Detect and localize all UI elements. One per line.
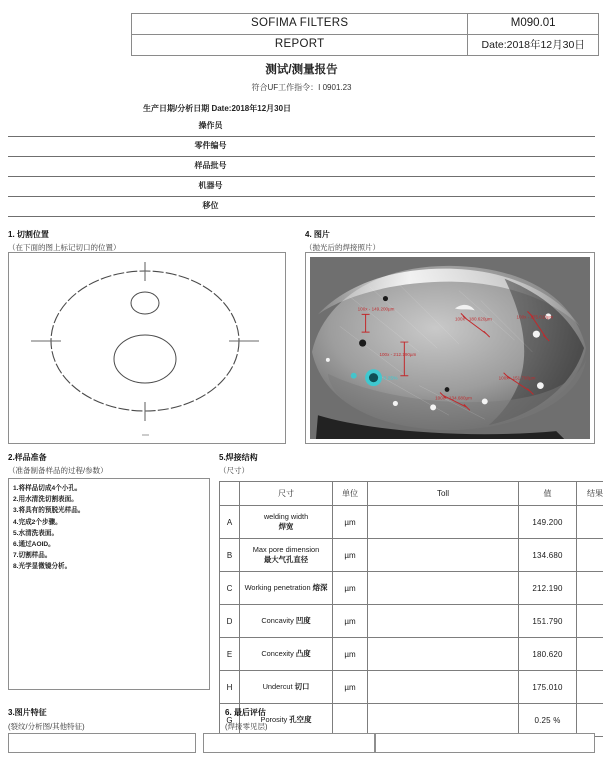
- field-row-operator[interactable]: [8, 117, 595, 137]
- dimension-cn: 最大气孔直径: [263, 555, 309, 564]
- field-label: 移位: [202, 201, 219, 210]
- dimension-en: Max pore dimension: [252, 545, 320, 554]
- dimension-cn: 凸度: [295, 649, 311, 658]
- row-toll[interactable]: [368, 671, 519, 704]
- table-row[interactable]: [220, 638, 603, 671]
- filter-outline-drawing: [9, 253, 285, 443]
- table-row[interactable]: [220, 539, 603, 572]
- document-header: [131, 13, 599, 56]
- sample-preparation-box[interactable]: [8, 478, 210, 690]
- report-label: REPORT: [132, 35, 468, 56]
- dimension-cn: 凹度: [295, 616, 311, 625]
- row-key: A: [220, 506, 240, 539]
- dimension-en: Working penetration: [244, 583, 311, 592]
- section-5-heading: 5.焊接结构: [219, 453, 258, 462]
- row-dimension: [240, 539, 333, 572]
- row-key: B: [220, 539, 240, 572]
- section-2-subtitle: （准备制备样品的过程/参数）: [8, 466, 108, 475]
- column-header-key: [220, 482, 240, 506]
- svg-text:100x - 212.190µm: 100x - 212.190µm: [379, 351, 417, 357]
- field-label: 机器号: [198, 181, 223, 190]
- row-toll[interactable]: [368, 572, 519, 605]
- dimension-en: Concavity: [261, 616, 294, 625]
- row-unit: [333, 704, 368, 737]
- final-evaluation-input-left[interactable]: [203, 733, 375, 753]
- row-dimension: [240, 638, 333, 671]
- preparation-step-list: [9, 479, 209, 573]
- list-item: 1.将样品切成4个小孔。: [13, 485, 82, 492]
- table-row[interactable]: [220, 671, 603, 704]
- row-dimension: [240, 605, 333, 638]
- dimension-cn: 切口: [294, 682, 310, 691]
- row-unit: µm: [333, 638, 368, 671]
- dimension-cn: 孔空度: [289, 715, 312, 724]
- table-row[interactable]: [220, 506, 603, 539]
- uf-instruction: 符合UF工作指令：I 0901.23: [251, 83, 352, 92]
- row-unit: µm: [333, 539, 368, 572]
- row-key: E: [220, 638, 240, 671]
- row-dimension: [240, 506, 333, 539]
- row-value: 149.200: [519, 506, 577, 539]
- field-label: 操作员: [198, 121, 223, 130]
- table-row[interactable]: [220, 605, 603, 638]
- row-value: 151.790: [519, 605, 577, 638]
- table-header-row: [220, 482, 603, 506]
- section-5-subtitle: （尺寸）: [219, 466, 249, 475]
- row-key: G: [220, 704, 240, 737]
- column-header-result: 结果: [577, 482, 603, 506]
- list-item: 2.用水清洗切割表面。: [13, 496, 78, 504]
- dimension-en: Concexity: [261, 649, 294, 658]
- micrograph-graphic: [310, 257, 590, 439]
- field-label: 零件编号: [194, 141, 227, 150]
- cut-position-drawing-box[interactable]: [8, 252, 286, 444]
- row-value: 212.190: [519, 572, 577, 605]
- svg-text:100x - 175.010µm: 100x - 175.010µm: [516, 314, 554, 320]
- dimension-en: Undercut: [262, 682, 293, 691]
- section-1-subtitle: （在下面的图上标记切口的位置）: [8, 243, 121, 252]
- list-item: 6.通过AOID。: [13, 541, 55, 549]
- row-result[interactable]: [577, 704, 603, 737]
- image-features-input[interactable]: [8, 733, 196, 753]
- header-row-report: [132, 35, 599, 56]
- weld-micrograph-box[interactable]: [305, 252, 595, 444]
- section-6-heading: 6. 最后评估: [225, 708, 266, 717]
- field-row-sample-lot[interactable]: [8, 157, 595, 177]
- row-value: 0.25 %: [519, 704, 577, 737]
- header-row-company: [132, 14, 599, 35]
- field-row-shift[interactable]: [8, 197, 595, 217]
- dimension-en: welding width: [263, 512, 309, 521]
- row-toll[interactable]: [368, 605, 519, 638]
- table-row[interactable]: [220, 704, 603, 737]
- section-1-heading: 1. 切割位置: [8, 230, 49, 239]
- table-row[interactable]: [220, 572, 603, 605]
- weld-micrograph-image: [310, 257, 590, 439]
- dimension-cn: 熔深: [312, 583, 328, 592]
- section-3-heading: 3.图片特征: [8, 708, 47, 717]
- section-6-subtitle: (焊接零见层): [225, 722, 268, 731]
- field-rows: [8, 117, 595, 217]
- field-row-part-number[interactable]: [8, 137, 595, 157]
- svg-text:100x - 149.200µm: 100x - 149.200µm: [357, 306, 395, 312]
- report-date: Date:2018年12月30日: [468, 35, 599, 56]
- row-key: D: [220, 605, 240, 638]
- list-item: 5.水清洗表面。: [13, 529, 59, 537]
- row-result[interactable]: [577, 506, 603, 539]
- row-dimension: [240, 572, 333, 605]
- list-item: 3.将具有的预脱光样品。: [13, 507, 85, 515]
- row-unit: µm: [333, 671, 368, 704]
- row-toll[interactable]: [368, 638, 519, 671]
- report-subtitle: 测试/测量报告: [265, 64, 338, 76]
- section-3-subtitle: (裂纹/分析图/其他特征): [8, 722, 85, 731]
- row-result[interactable]: [577, 539, 603, 572]
- row-unit: µm: [333, 506, 368, 539]
- column-header-value: 值: [519, 482, 577, 506]
- section-2-heading: 2.样品准备: [8, 453, 47, 462]
- row-toll[interactable]: [368, 506, 519, 539]
- section-4-subtitle: （抛光后的焊接照片）: [305, 243, 380, 252]
- svg-text:0.25%: 0.25%: [383, 376, 398, 382]
- row-value: 134.680: [519, 539, 577, 572]
- column-header-dimension: 尺寸: [240, 482, 333, 506]
- field-row-machine-number[interactable]: [8, 177, 595, 197]
- row-result[interactable]: [577, 638, 603, 671]
- row-value: 175.010: [519, 671, 577, 704]
- dimension-en: Porosity: [260, 715, 288, 724]
- row-key: H: [220, 671, 240, 704]
- row-result[interactable]: [577, 605, 603, 638]
- field-label: 样品批号: [194, 161, 227, 170]
- row-unit: µm: [333, 605, 368, 638]
- svg-text:100x - 151.790µm: 100x - 151.790µm: [498, 375, 536, 381]
- column-header-unit: 单位: [333, 482, 368, 506]
- weld-measurement-table[interactable]: [219, 481, 603, 737]
- company-name: SOFIMA FILTERS: [132, 14, 468, 35]
- document-code: M090.01: [468, 14, 599, 35]
- list-item: 4.完成2个步骤。: [13, 518, 62, 526]
- production-analysis-date: 生产日期/分析日期 Date:2018年12月30日: [143, 104, 292, 113]
- row-toll[interactable]: [368, 539, 519, 572]
- section-4-heading: 4. 图片: [305, 230, 330, 239]
- row-value: 180.620: [519, 638, 577, 671]
- row-unit: µm: [333, 572, 368, 605]
- row-toll[interactable]: [368, 704, 519, 737]
- svg-text:100x - 134.680µm: 100x - 134.680µm: [435, 395, 472, 401]
- list-item: 7.切割样品。: [13, 552, 52, 560]
- list-item: 8.光学显微镜分析。: [13, 563, 72, 571]
- header-table: [131, 13, 599, 56]
- row-key: C: [220, 572, 240, 605]
- row-result[interactable]: [577, 671, 603, 704]
- dimension-cn: 焊宽: [278, 522, 294, 531]
- row-result[interactable]: [577, 572, 603, 605]
- final-evaluation-input-right[interactable]: [375, 733, 595, 753]
- column-header-toll: Toll: [368, 482, 519, 506]
- row-dimension: [240, 671, 333, 704]
- svg-text:100x - 180.620µm: 100x - 180.620µm: [454, 316, 492, 322]
